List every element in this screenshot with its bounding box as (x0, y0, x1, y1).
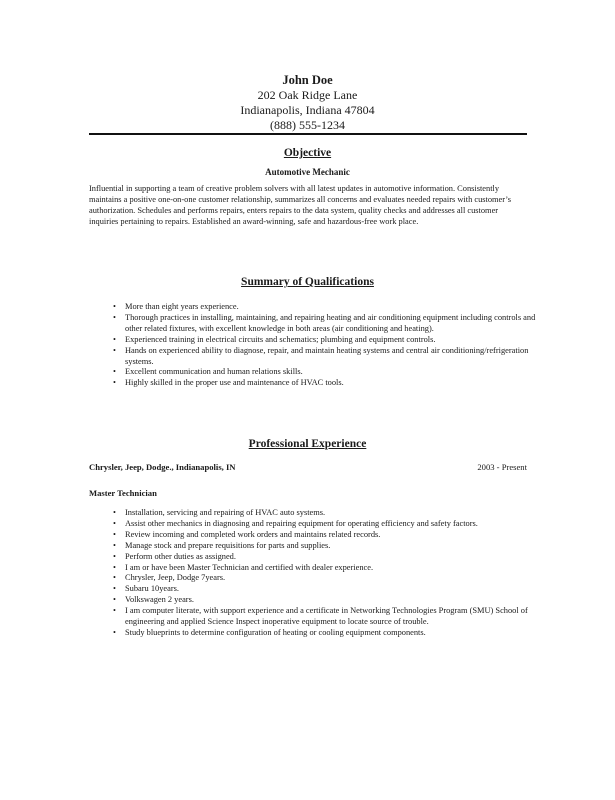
list-item: • Review incoming and completed work orders and maintains related records. (125, 530, 540, 541)
list-item: • I am or have been Master Technician and certified with dealer experience. (125, 563, 540, 574)
address-line-1: 202 Oak Ridge Lane (257, 88, 358, 102)
employer-name: Chrysler, Jeep, Dodge., Indianapolis, IN (89, 462, 236, 472)
employer-row (89, 462, 527, 473)
objective-text: Influential in supporting a team of creative problem solvers with all latest updates in automotive information. Consistently maintains a positive one-on-one customer relationship, summarizes all concerns and evaluates needed repairs with customer’s authorization. Schedules and performs repairs, enters repairs to the data system, quality checks and addresses all customer inquiries pertaining to repairs. Established an award-winning, safe and hazardous-free work place. (89, 184, 511, 226)
list-item: • Perform other duties as assigned. (125, 552, 540, 563)
address-line-2: Indianapolis, Indiana 47804 (240, 103, 375, 117)
list-item: • Study blueprints to determine configuration of heating or cooling equipment components. (125, 628, 540, 639)
list-item: • Installation, servicing and repairing of HVAC auto systems. (125, 508, 540, 519)
resume-header (0, 72, 615, 133)
list-item: • Experienced training in electrical circuits and schematics; plumbing and equipment controls. (125, 335, 540, 346)
experience-heading: Professional Experience (248, 438, 367, 450)
candidate-name: John Doe (282, 73, 333, 87)
objective-target-role: Automotive Mechanic (265, 167, 350, 177)
list-item: • I am computer literate, with support experience and a certificate in Networking Technologies Program (SMU) School of engineering and applied Science Inspect inoperative equipment to locate source of trouble. (125, 606, 540, 628)
list-item: • Manage stock and prepare requisitions for parts and supplies. (125, 541, 540, 552)
experience-list (113, 508, 540, 639)
header-divider (89, 133, 527, 135)
list-item: • Highly skilled in the proper use and maintenance of HVAC tools. (125, 378, 540, 389)
list-item: • More than eight years experience. (125, 302, 540, 313)
list-item: • Thorough practices in installing, maintaining, and repairing heating and air conditioning equipment including controls and other related fixtures, with excellent knowledge in both areas (air conditioning and heating). (125, 313, 540, 335)
phone-number: (888) 555-1234 (270, 118, 345, 132)
qualifications-heading: Summary of Qualifications (241, 276, 374, 288)
list-item: • Chrysler, Jeep, Dodge 7years. (125, 573, 540, 584)
list-item: • Hands on experienced ability to diagnose, repair, and maintain heating systems and central air conditioning/refrigeration systems. (125, 346, 540, 368)
list-item: • Excellent communication and human relations skills. (125, 367, 540, 378)
objective-heading: Objective (283, 147, 332, 159)
job-title: Master Technician (89, 488, 157, 498)
list-item: • Volkswagen 2 years. (125, 595, 540, 606)
list-item: • Subaru 10years. (125, 584, 540, 595)
employment-dates: 2003 - Present (477, 462, 527, 472)
list-item: • Assist other mechanics in diagnosing and repairing equipment for operating efficiency and safety factors. (125, 519, 540, 530)
qualifications-list (113, 302, 540, 389)
